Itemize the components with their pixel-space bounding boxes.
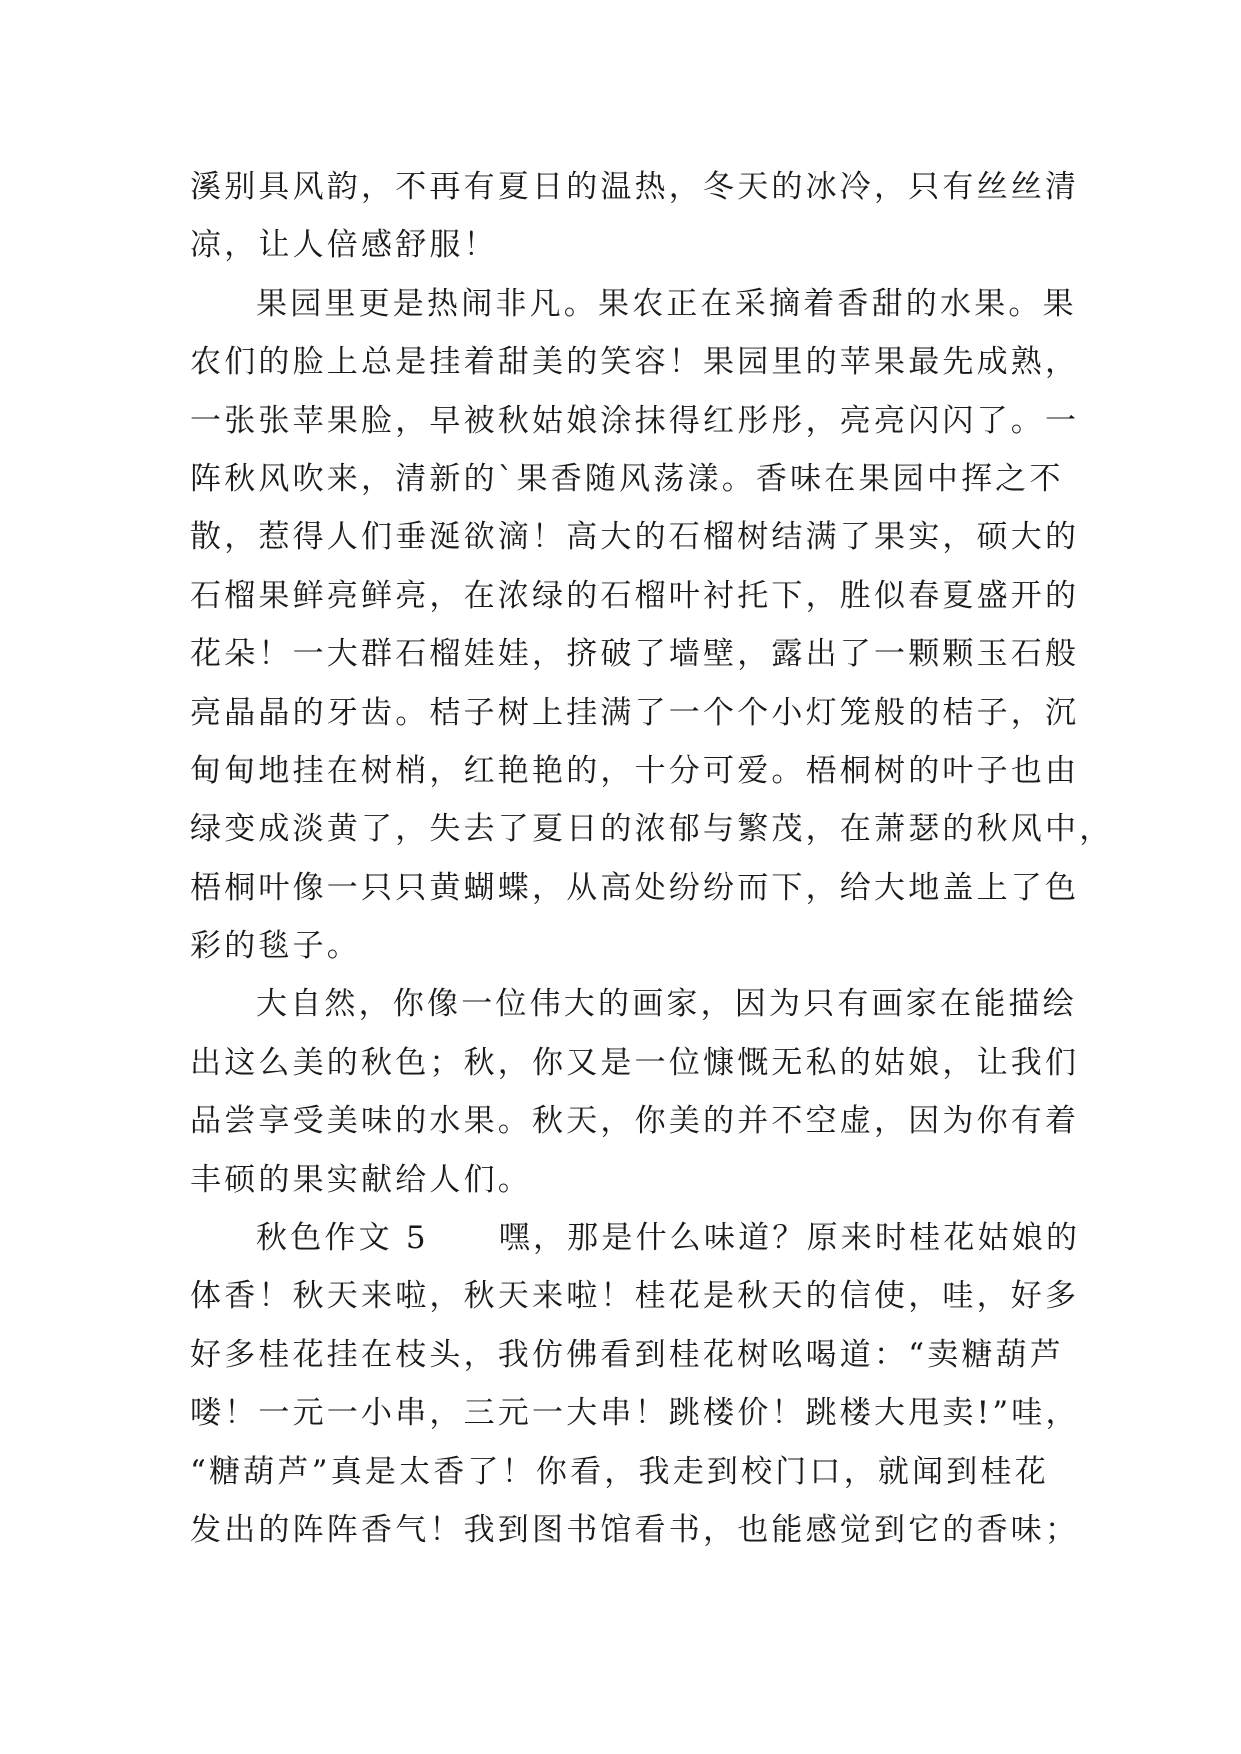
section-heading: 秋色作文 5: [256, 1220, 429, 1257]
text-line: 梧桐叶像一只只黄蝴蝶，从高处纷纷而下，给大地盖上了色: [190, 869, 1080, 906]
text-line: 凉，让人倍感舒服！: [190, 227, 498, 264]
text-line: 喽！一元一小串，三元一大串！跳楼价！跳楼大甩卖!”哇，: [190, 1395, 1080, 1432]
text-line: 出这么美的秋色；秋，你又是一位慷慨无私的姑娘，让我们: [190, 1044, 1080, 1081]
text-line: 体香！秋天来啦，秋天来啦！桂花是秋天的信使，哇，好多: [190, 1278, 1080, 1315]
paragraph-start-line: 大自然，你像一位伟大的画家，因为只有画家在能描绘: [256, 986, 1077, 1023]
text-line: 彩的毯子。: [190, 928, 361, 965]
text-line: 阵秋风吹来，清新的`果香随风荡漾。香味在果园中挥之不: [190, 460, 1064, 497]
paragraph-start-line: 果园里更是热闹非凡。果农正在采摘着香甜的水果。果: [256, 285, 1077, 322]
text-line: 丰硕的果实献给人们。: [190, 1161, 532, 1198]
text-line: 石榴果鲜亮鲜亮，在浓绿的石榴叶衬托下，胜似春夏盛开的: [190, 577, 1080, 614]
section-heading-line: [190, 1209, 1090, 1267]
text-line: 农们的脸上总是挂着甜美的笑容！果园里的苹果最先成熟，: [190, 344, 1080, 381]
text-line: 花朵！一大群石榴娃娃，挤破了墙壁，露出了一颗颗玉石般: [190, 636, 1080, 673]
text-line: 发出的阵阵香气！我到图书馆看书，也能感觉到它的香味；: [190, 1511, 1080, 1548]
text-line: 溪别具风韵，不再有夏日的温热，冬天的冰冷，只有丝丝清: [190, 169, 1080, 205]
text-line: “糖葫芦”真是太香了！你看，我走到校门口，就闻到桂花: [190, 1453, 1049, 1490]
text-line: 亮晶晶的牙齿。桔子树上挂满了一个个小灯笼般的桔子，沉: [190, 694, 1080, 731]
document-body: [190, 158, 1114, 1559]
text-line: 好多桂花挂在枝头，我仿佛看到桂花树吆喝道：“卖糖葫芦: [190, 1336, 1065, 1373]
text-line: 散，惹得人们垂涎欲滴！高大的石榴树结满了果实，硕大的: [190, 519, 1080, 556]
text-line: 绿变成淡黄了，失去了夏日的浓郁与繁茂，在萧瑟的秋风中，: [190, 811, 1114, 848]
section-first-line-text: 嘿，那是什么味道？原来时桂花姑娘的: [498, 1220, 1081, 1257]
text-line: 品尝享受美味的水果。秋天，你美的并不空虚，因为你有着: [190, 1103, 1080, 1140]
text-line: 一张张苹果脸，早被秋姑娘涂抹得红彤彤，亮亮闪闪了。一: [190, 402, 1080, 439]
text-line: 甸甸地挂在树梢，红艳艳的，十分可爱。梧桐树的叶子也由: [190, 752, 1080, 789]
